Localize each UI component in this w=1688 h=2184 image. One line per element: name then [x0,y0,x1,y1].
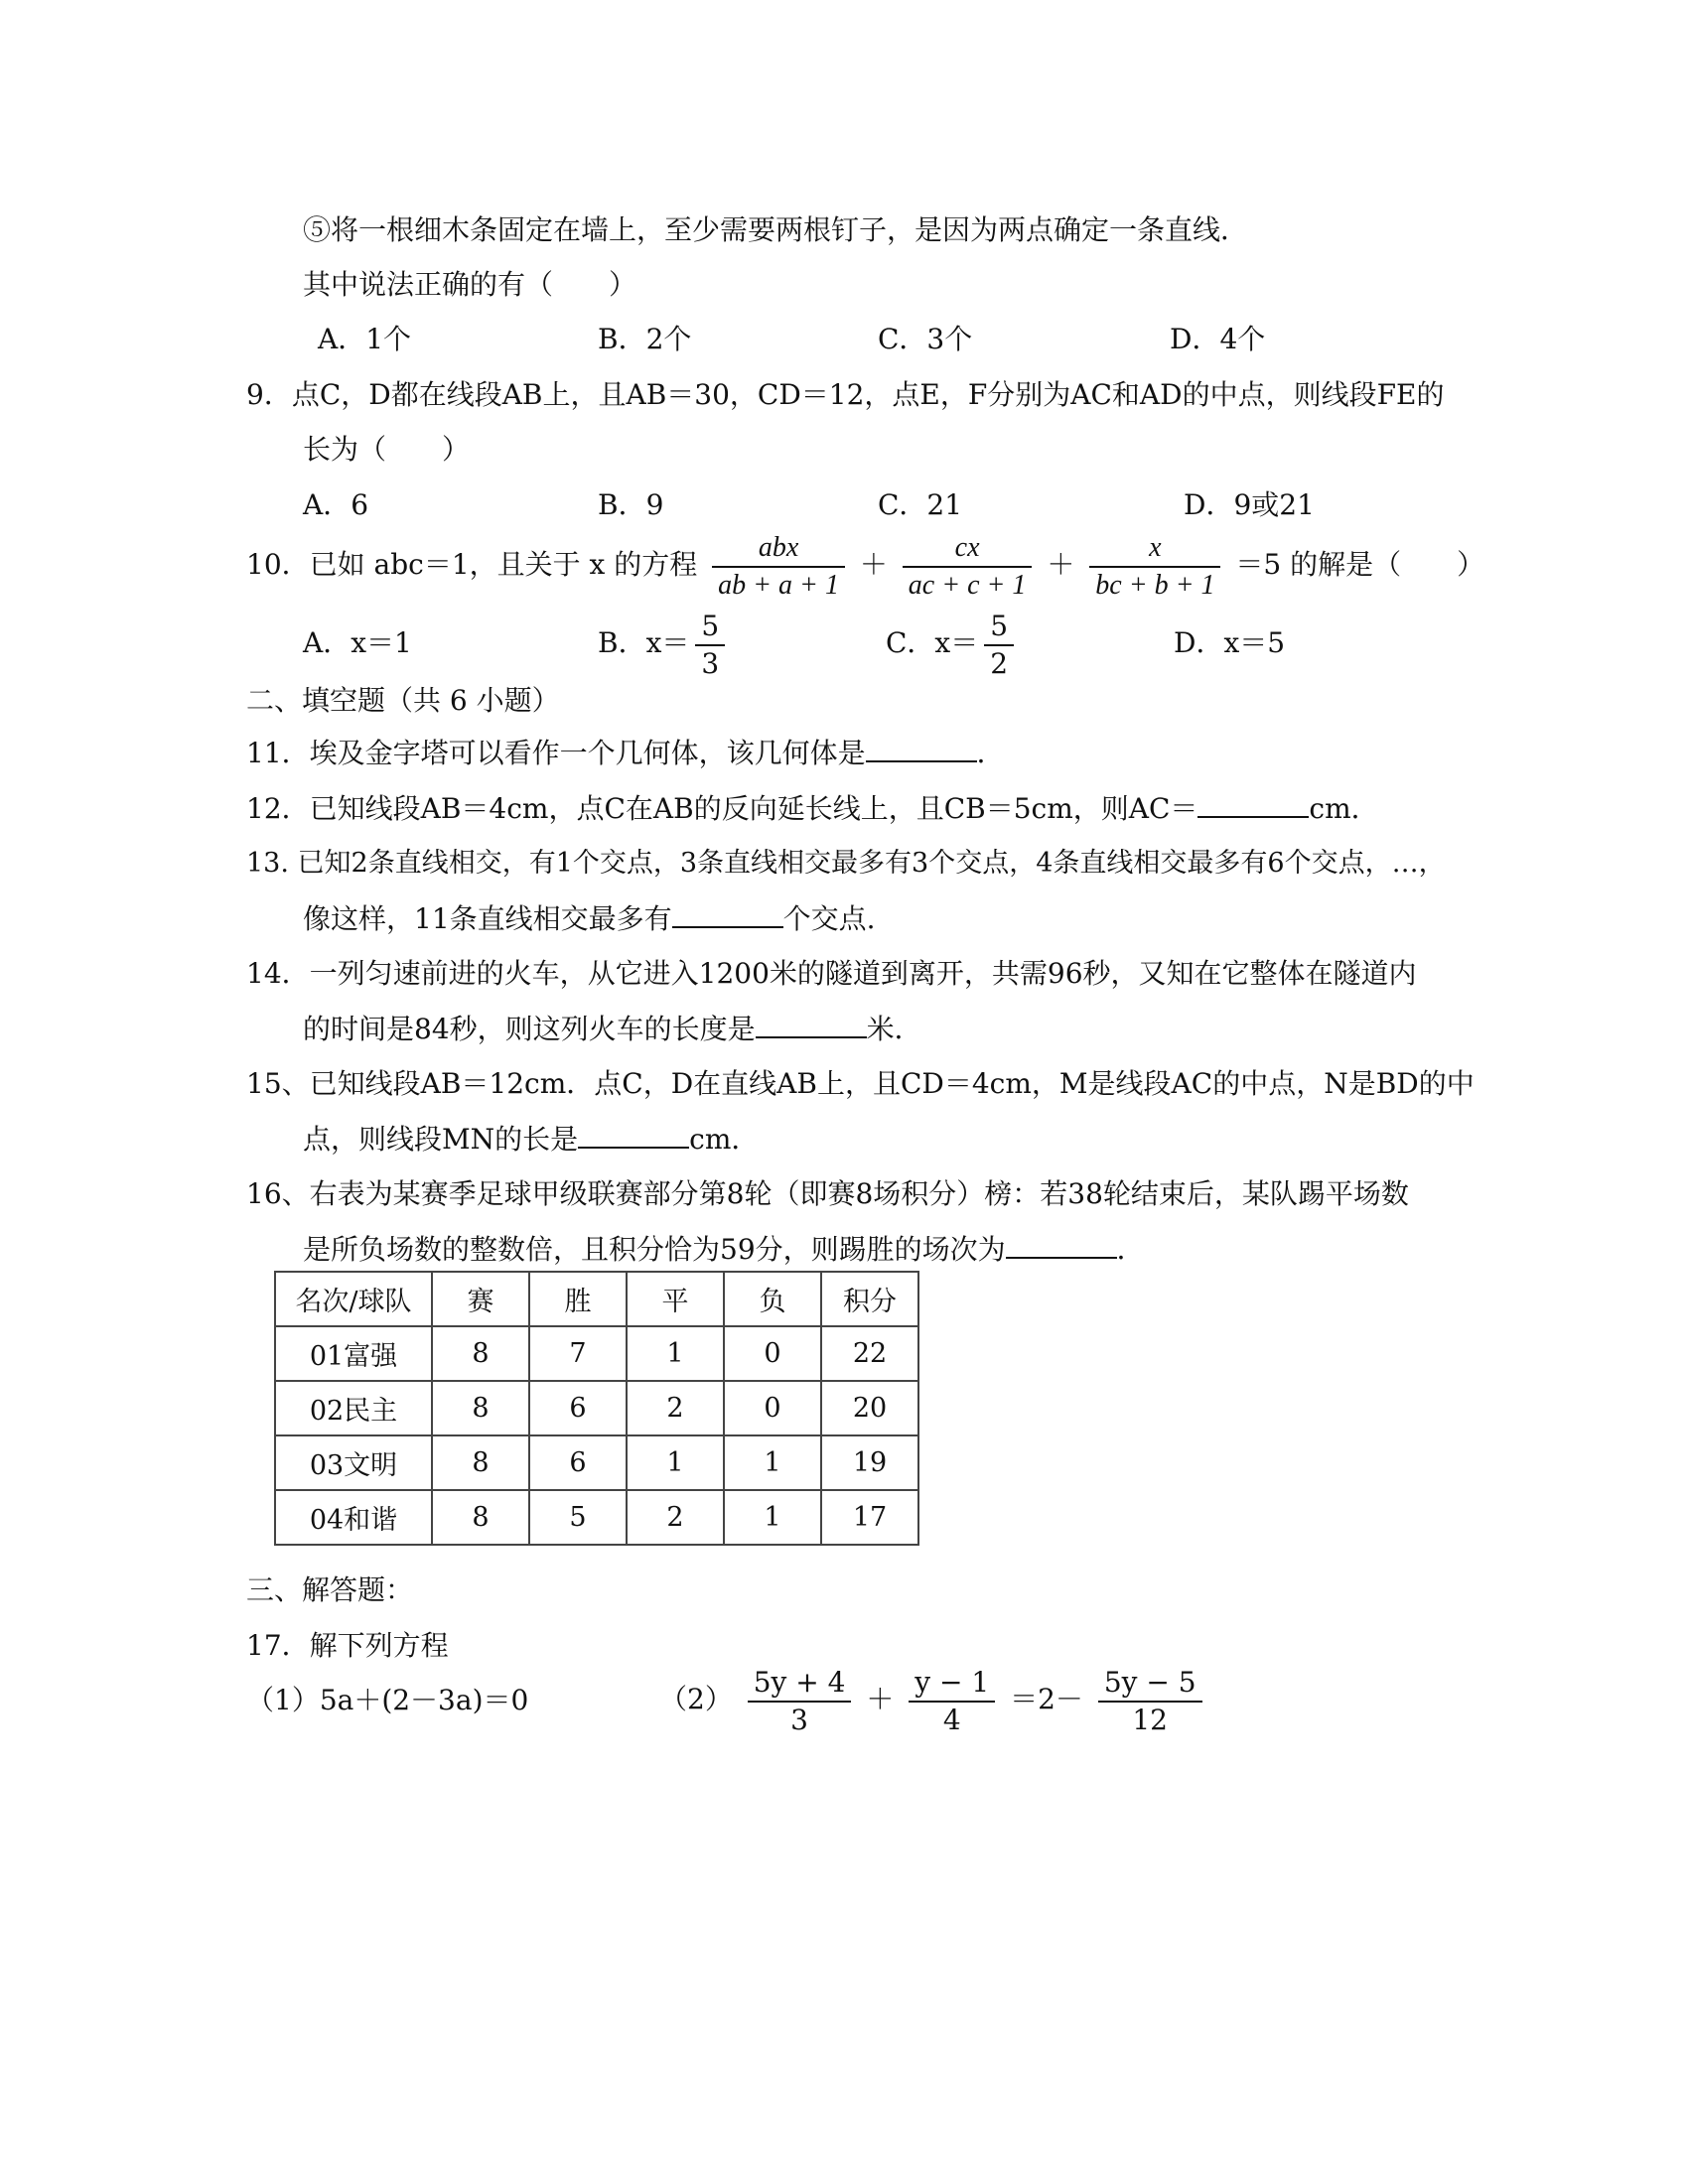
q16-line2 [303,1232,1145,1268]
q12-answer-blank [1197,792,1309,818]
q16-tail: ． [1116,1233,1145,1266]
q10-option-d: D．x＝5 [1174,626,1286,659]
table-cell: 19 [821,1435,918,1490]
q10-frac3-den: bc + b + 1 [1095,569,1215,601]
table-cell: 7 [529,1326,627,1381]
table-header-cell: 负 [724,1272,821,1326]
q8-item5: ⑤将一根细木条固定在墙上，至少需要两根钉子，是因为两点确定一条直线． [303,213,1249,246]
q17-title: 17．解下列方程 [246,1629,449,1662]
q10-fraction-2 [903,532,1033,602]
q17-p2-plus: ＋ [866,1683,895,1715]
q10-optb-num: 5 [695,611,725,646]
q17-p2-frac2-num: y − 1 [909,1667,995,1703]
q10-plus-2: ＋ [1047,548,1075,581]
q10-tail: ＝5 的解是（ ） [1235,548,1485,581]
table-cell: 8 [432,1435,529,1490]
q14-line2 [303,1012,922,1047]
table-cell: 2 [627,1490,724,1545]
q10-frac3-num: x [1089,532,1220,568]
table-cell: 20 [821,1381,918,1435]
q10-option-b-prefix: B．x＝ [598,626,690,659]
q13-answer-blank [672,902,783,928]
q10-optb-den: 3 [701,646,720,680]
section-2-heading: 二、填空题（共 6 小题） [246,684,560,717]
q9-line1: 9．点C，D都在线段AB上，且AB＝30，CD＝12，点E，F分别为AC和AD的中点，则线段FE的 [246,378,1445,411]
table-cell: 8 [432,1490,529,1545]
table-cell: 17 [821,1490,918,1545]
table-cell: 22 [821,1326,918,1381]
table-cell: 5 [529,1490,627,1545]
q15-line1: 15、已知线段AB＝12cm．点C，D在直线AB上，且CD＝4cm，M是线段AC的中点，N是BD的中 [246,1067,1475,1100]
q17-p2-equals: ＝2－ [1010,1683,1083,1715]
q16-text: 是所负场数的整数倍，且积分恰为59分，则踢胜的场次为 [303,1233,1006,1266]
table-header-cell: 平 [627,1272,724,1326]
q10-fraction-1 [712,532,845,602]
table-cell: 8 [432,1326,529,1381]
q9-option-c: C．21 [878,488,963,521]
q9-option-b: B．9 [598,488,664,521]
q13-tail: 个交点. [782,902,876,935]
q10-option-b-fraction [695,611,725,680]
q10-plus-1: ＋ [859,548,888,581]
q16-answer-blank [1006,1233,1117,1259]
q9-line2: 长为（ ） [303,433,471,466]
table-header-cell: 名次/球队 [275,1272,432,1326]
q10-option-c-fraction [984,611,1014,680]
q10-option-c [886,608,1020,680]
q10-frac1-den: ab + a + 1 [718,569,839,601]
q17-part-2-label: （2） [659,1683,733,1715]
q8-option-c: C．3个 [878,323,973,355]
q15-tail: cm． [689,1123,760,1156]
table-cell: 04和谐 [275,1490,432,1545]
table-cell: 8 [432,1381,529,1435]
q13-text: 像这样，11条直线相交最多有 [303,902,672,935]
q14-line1: 14．一列匀速前进的火车，从它进入1200米的隧道到离开，共需96秒，又知在它整体在隧道内 [246,957,1417,990]
q8-option-d: D．4个 [1170,323,1266,355]
table-cell: 1 [724,1490,821,1545]
q17-p2-fraction-1 [748,1667,852,1736]
q11 [246,736,1005,771]
q10-option-b [598,608,731,680]
q12-text: 12．已知线段AB＝4cm，点C在AB的反向延长线上，且CB＝5cm，则AC＝ [246,792,1198,825]
table-cell: 1 [627,1435,724,1490]
q17-p2-fraction-3 [1098,1667,1202,1736]
q13-line2 [303,901,876,937]
table-row [275,1435,918,1490]
q12 [246,791,1379,827]
q16-line1: 16、右表为某赛季足球甲级联赛部分第8轮（即赛8场积分）榜：若38轮结束后，某队踢平场数 [246,1177,1409,1210]
q10-fraction-3 [1089,532,1220,602]
q12-tail: cm． [1309,792,1379,825]
table-header-row [275,1272,918,1326]
q14-answer-blank [756,1013,867,1038]
table-header-cell: 胜 [529,1272,627,1326]
q9-option-d: D．9或21 [1184,488,1315,521]
q8-option-b: B．2个 [598,323,692,355]
q8-option-a: A．1个 [318,323,412,355]
q8-prompt: 其中说法正确的有（ ） [303,268,637,301]
q10-optc-num: 5 [984,611,1014,646]
q17-p2-frac2-den: 4 [942,1703,961,1736]
q17-part-2 [659,1664,1208,1736]
table-cell: 01富强 [275,1326,432,1381]
table-cell: 02民主 [275,1381,432,1435]
standings-table [274,1271,919,1546]
table-row [275,1381,918,1435]
q15-line2 [303,1122,759,1158]
q11-tail: ． [976,737,1005,769]
table-header-cell: 赛 [432,1272,529,1326]
table-cell: 6 [529,1381,627,1435]
q10-equation [246,530,1484,602]
table-cell: 2 [627,1381,724,1435]
q13-line1: 13. 已知2条直线相交，有1个交点，3条直线相交最多有3个交点，4条直线相交最多有6个交点，…， [246,848,1446,879]
table-cell: 6 [529,1435,627,1490]
q14-tail: 米． [866,1013,922,1045]
table-cell: 03文明 [275,1435,432,1490]
q15-text: 点，则线段MN的长是 [303,1123,579,1156]
table-row [275,1326,918,1381]
q10-optc-den: 2 [990,646,1009,680]
table-header-cell: 积分 [821,1272,918,1326]
q17-p2-frac3-den: 12 [1132,1703,1168,1736]
q9-option-a: A．6 [303,488,369,521]
table-cell: 1 [627,1326,724,1381]
q17-p2-frac1-num: 5y + 4 [748,1667,852,1703]
table-cell: 0 [724,1326,821,1381]
table-cell: 1 [724,1435,821,1490]
section-3-heading: 三、解答题： [246,1573,414,1606]
q10-option-c-prefix: C．x＝ [886,626,979,659]
q10-option-a: A．x＝1 [303,626,412,659]
q17-part-1: （1）5a＋(2－3a)＝0 [246,1684,529,1716]
q17-p2-frac1-den: 3 [790,1703,808,1736]
q10-lead: 10．已如 abc＝1，且关于 x 的方程 [246,548,698,581]
table-cell: 0 [724,1381,821,1435]
q17-p2-frac3-num: 5y − 5 [1098,1667,1202,1703]
q11-text: 11．埃及金字塔可以看作一个几何体，该几何体是 [246,737,866,769]
table-row [275,1490,918,1545]
q14-text: 的时间是84秒，则这列火车的长度是 [303,1013,756,1045]
q10-frac2-den: ac + c + 1 [908,569,1027,601]
q11-answer-blank [866,737,977,762]
q10-frac1-num: abx [712,532,845,568]
q10-frac2-num: cx [903,532,1033,568]
q17-p2-fraction-2 [909,1667,995,1736]
q15-answer-blank [578,1123,689,1149]
